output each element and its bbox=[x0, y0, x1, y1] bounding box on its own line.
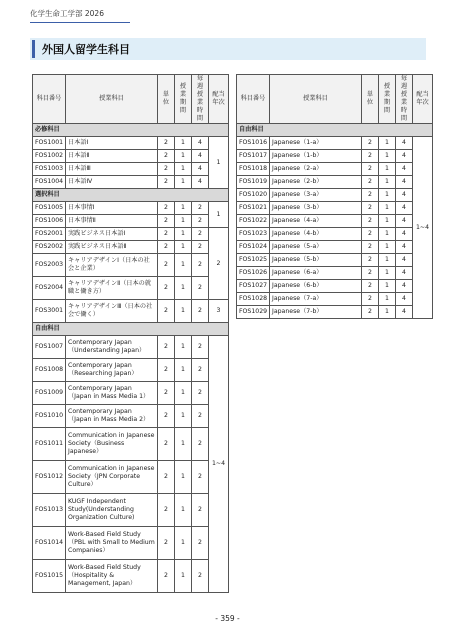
table-row bbox=[237, 293, 433, 306]
cell-code: FOS1008 bbox=[33, 359, 66, 382]
cell-period: 1 bbox=[175, 202, 192, 215]
cell-period: 1 bbox=[379, 202, 396, 215]
cell-name: Communication in Japanese Society（JPN Corporate Culture） bbox=[66, 461, 158, 494]
cell-hours: 4 bbox=[396, 306, 413, 319]
cell-name: キャリアデザインⅠ（日本の社会と企業） bbox=[66, 254, 158, 277]
table-row bbox=[33, 494, 229, 527]
cell-credits: 2 bbox=[362, 280, 379, 293]
cell-period: 1 bbox=[175, 527, 192, 560]
section-title: 選択科目 bbox=[33, 189, 229, 202]
cell-name: Japanese（2-b） bbox=[270, 176, 362, 189]
cell-credits: 2 bbox=[158, 461, 175, 494]
cell-code: FOS1021 bbox=[237, 202, 270, 215]
cell-period: 1 bbox=[175, 359, 192, 382]
cell-name: Japanese（4-a） bbox=[270, 215, 362, 228]
section-row-free bbox=[237, 124, 433, 137]
cell-name: Japanese（6-b） bbox=[270, 280, 362, 293]
table-row bbox=[237, 189, 433, 202]
cell-period: 1 bbox=[379, 293, 396, 306]
cell-year: 3 bbox=[209, 300, 229, 323]
cell-hours: 4 bbox=[396, 176, 413, 189]
cell-hours: 2 bbox=[192, 241, 209, 254]
cell-credits: 2 bbox=[158, 254, 175, 277]
section-title: 自由科目 bbox=[237, 124, 433, 137]
cell-period: 1 bbox=[175, 150, 192, 163]
table-row bbox=[33, 359, 229, 382]
cell-code: FOS1013 bbox=[33, 494, 66, 527]
cell-name: Work-Based Field Study（PBL with Small to Medium Companies） bbox=[66, 527, 158, 560]
table-row bbox=[33, 560, 229, 593]
cell-name: Japanese（6-a） bbox=[270, 267, 362, 280]
table-header-row bbox=[237, 75, 433, 124]
cell-hours: 2 bbox=[192, 254, 209, 277]
cell-code: FOS2003 bbox=[33, 254, 66, 277]
cell-period: 1 bbox=[175, 277, 192, 300]
col-header-periods: 授業期間 bbox=[175, 75, 192, 124]
page-title: 外国人留学生科目 bbox=[42, 43, 130, 56]
table-row bbox=[237, 137, 433, 150]
cell-credits: 2 bbox=[158, 300, 175, 323]
col-header-year: 配当年次 bbox=[209, 75, 229, 124]
cell-credits: 2 bbox=[362, 228, 379, 241]
table-row bbox=[33, 150, 229, 163]
cell-hours: 4 bbox=[396, 228, 413, 241]
cell-period: 1 bbox=[175, 300, 192, 323]
cell-code: FOS1016 bbox=[237, 137, 270, 150]
cell-credits: 2 bbox=[158, 150, 175, 163]
cell-credits: 2 bbox=[362, 202, 379, 215]
cell-hours: 4 bbox=[192, 137, 209, 150]
cell-code: FOS1003 bbox=[33, 163, 66, 176]
cell-code: FOS1001 bbox=[33, 137, 66, 150]
table-row bbox=[33, 428, 229, 461]
cell-code: FOS1026 bbox=[237, 267, 270, 280]
cell-period: 1 bbox=[379, 228, 396, 241]
cell-hours: 2 bbox=[192, 359, 209, 382]
cell-period: 1 bbox=[175, 228, 192, 241]
col-header-credits: 単位 bbox=[158, 75, 175, 124]
cell-code: FOS1002 bbox=[33, 150, 66, 163]
cell-name: Work-Based Field Study（Hospitality & Management, Japan） bbox=[66, 560, 158, 593]
col-header-code: 科目番号 bbox=[33, 75, 66, 124]
cell-hours: 4 bbox=[396, 163, 413, 176]
cell-period: 1 bbox=[175, 494, 192, 527]
cell-name: Communication in Japanese Society（Business Japanese） bbox=[66, 428, 158, 461]
cell-hours: 4 bbox=[192, 163, 209, 176]
cell-code: FOS1023 bbox=[237, 228, 270, 241]
cell-name: Japanese（1-a） bbox=[270, 137, 362, 150]
cell-year: 1~4 bbox=[209, 336, 229, 593]
cell-hours: 2 bbox=[192, 560, 209, 593]
section-title: 自由科目 bbox=[33, 323, 229, 336]
cell-hours: 2 bbox=[192, 228, 209, 241]
cell-credits: 2 bbox=[158, 176, 175, 189]
cell-credits: 2 bbox=[362, 176, 379, 189]
cell-name: 実践ビジネス日本語Ⅱ bbox=[66, 241, 158, 254]
cell-code: FOS2004 bbox=[33, 277, 66, 300]
cell-credits: 2 bbox=[158, 215, 175, 228]
cell-code: FOS1025 bbox=[237, 254, 270, 267]
cell-name: Japanese（7-a） bbox=[270, 293, 362, 306]
cell-code: FOS1015 bbox=[33, 560, 66, 593]
cell-code: FOS1028 bbox=[237, 293, 270, 306]
cell-period: 1 bbox=[175, 163, 192, 176]
cell-code: FOS1022 bbox=[237, 215, 270, 228]
table-row bbox=[33, 241, 229, 254]
cell-code: FOS2001 bbox=[33, 228, 66, 241]
table-row bbox=[237, 215, 433, 228]
cell-credits: 2 bbox=[158, 359, 175, 382]
col-header-code: 科目番号 bbox=[237, 75, 270, 124]
cell-name: 日本事情Ⅱ bbox=[66, 215, 158, 228]
cell-code: FOS1009 bbox=[33, 382, 66, 405]
cell-credits: 2 bbox=[158, 163, 175, 176]
cell-period: 1 bbox=[175, 405, 192, 428]
cell-hours: 4 bbox=[396, 254, 413, 267]
running-header: 化学生命工学部 2026 bbox=[30, 9, 104, 18]
cell-hours: 2 bbox=[192, 202, 209, 215]
cell-name: Contemporary Japan（Japan in Mass Media 2） bbox=[66, 405, 158, 428]
cell-hours: 2 bbox=[192, 382, 209, 405]
cell-credits: 2 bbox=[158, 277, 175, 300]
cell-name: 日本語Ⅱ bbox=[66, 150, 158, 163]
table-row bbox=[33, 405, 229, 428]
cell-hours: 4 bbox=[396, 137, 413, 150]
cell-period: 1 bbox=[379, 267, 396, 280]
cell-credits: 2 bbox=[362, 163, 379, 176]
cell-credits: 2 bbox=[158, 241, 175, 254]
cell-hours: 4 bbox=[192, 176, 209, 189]
cell-period: 1 bbox=[379, 254, 396, 267]
table-row bbox=[33, 163, 229, 176]
section-row-elective bbox=[33, 189, 229, 202]
cell-credits: 2 bbox=[362, 215, 379, 228]
cell-hours: 2 bbox=[192, 428, 209, 461]
table-row bbox=[237, 267, 433, 280]
cell-name: Japanese（2-a） bbox=[270, 163, 362, 176]
cell-hours: 2 bbox=[192, 494, 209, 527]
cell-credits: 2 bbox=[362, 293, 379, 306]
section-title: 必修科目 bbox=[33, 124, 229, 137]
cell-credits: 2 bbox=[362, 241, 379, 254]
table-row bbox=[33, 137, 229, 150]
cell-code: FOS1011 bbox=[33, 428, 66, 461]
cell-period: 1 bbox=[379, 137, 396, 150]
cell-name: Japanese（3-a） bbox=[270, 189, 362, 202]
cell-hours: 4 bbox=[192, 150, 209, 163]
table-row bbox=[237, 241, 433, 254]
table-header-row bbox=[33, 75, 229, 124]
table-row bbox=[33, 176, 229, 189]
table-row bbox=[33, 300, 229, 323]
table-row bbox=[33, 527, 229, 560]
cell-hours: 2 bbox=[192, 300, 209, 323]
cell-period: 1 bbox=[379, 241, 396, 254]
cell-period: 1 bbox=[175, 254, 192, 277]
cell-credits: 2 bbox=[158, 336, 175, 359]
col-header-name: 授業科目 bbox=[270, 75, 362, 124]
cell-credits: 2 bbox=[158, 382, 175, 405]
cell-code: FOS2002 bbox=[33, 241, 66, 254]
cell-hours: 2 bbox=[192, 527, 209, 560]
cell-hours: 4 bbox=[396, 280, 413, 293]
cell-period: 1 bbox=[379, 150, 396, 163]
cell-code: FOS1027 bbox=[237, 280, 270, 293]
cell-code: FOS1024 bbox=[237, 241, 270, 254]
cell-code: FOS1018 bbox=[237, 163, 270, 176]
cell-code: FOS1019 bbox=[237, 176, 270, 189]
header-rule bbox=[30, 22, 130, 23]
cell-code: FOS1029 bbox=[237, 306, 270, 319]
table-row bbox=[237, 306, 433, 319]
table-row bbox=[33, 461, 229, 494]
cell-credits: 2 bbox=[158, 228, 175, 241]
table-row bbox=[33, 215, 229, 228]
cell-name: KUGF Independent Study(Understanding Organization Culture) bbox=[66, 494, 158, 527]
cell-period: 1 bbox=[379, 215, 396, 228]
section-row-free bbox=[33, 323, 229, 336]
cell-name: 日本語Ⅳ bbox=[66, 176, 158, 189]
cell-credits: 2 bbox=[362, 137, 379, 150]
title-accent bbox=[32, 40, 35, 58]
cell-credits: 2 bbox=[362, 267, 379, 280]
cell-period: 1 bbox=[379, 189, 396, 202]
cell-name: Contemporary Japan（Japan in Mass Media 1） bbox=[66, 382, 158, 405]
cell-credits: 2 bbox=[158, 405, 175, 428]
cell-name: 日本語Ⅰ bbox=[66, 137, 158, 150]
cell-name: Japanese（5-b） bbox=[270, 254, 362, 267]
table-row bbox=[33, 277, 229, 300]
cell-year: 2 bbox=[209, 228, 229, 300]
cell-year: 1 bbox=[209, 137, 229, 189]
cell-name: Japanese（1-b） bbox=[270, 150, 362, 163]
cell-hours: 4 bbox=[396, 241, 413, 254]
col-header-year: 配当年次 bbox=[413, 75, 433, 124]
page-number: - 359 - bbox=[215, 614, 240, 623]
cell-period: 1 bbox=[379, 280, 396, 293]
cell-period: 1 bbox=[379, 163, 396, 176]
cell-year: 1 bbox=[209, 202, 229, 228]
cell-period: 1 bbox=[175, 428, 192, 461]
section-title-bar bbox=[30, 38, 426, 60]
table-row bbox=[33, 336, 229, 359]
cell-name: 日本語Ⅲ bbox=[66, 163, 158, 176]
table-row bbox=[33, 202, 229, 215]
cell-period: 1 bbox=[175, 137, 192, 150]
table-row bbox=[237, 163, 433, 176]
table-row bbox=[33, 228, 229, 241]
table-row bbox=[237, 176, 433, 189]
table-row bbox=[237, 150, 433, 163]
table-row bbox=[237, 280, 433, 293]
col-header-periods: 授業期間 bbox=[379, 75, 396, 124]
col-header-credits: 単位 bbox=[362, 75, 379, 124]
cell-name: Contemporary Japan（Researching Japan） bbox=[66, 359, 158, 382]
cell-period: 1 bbox=[175, 560, 192, 593]
cell-hours: 4 bbox=[396, 267, 413, 280]
cell-period: 1 bbox=[175, 176, 192, 189]
table-row bbox=[33, 382, 229, 405]
cell-credits: 2 bbox=[362, 189, 379, 202]
cell-name: Japanese（4-b） bbox=[270, 228, 362, 241]
cell-hours: 2 bbox=[192, 405, 209, 428]
cell-hours: 4 bbox=[396, 293, 413, 306]
cell-period: 1 bbox=[175, 382, 192, 405]
cell-hours: 4 bbox=[396, 215, 413, 228]
cell-year: 1~4 bbox=[413, 137, 433, 319]
cell-credits: 2 bbox=[158, 560, 175, 593]
cell-name: キャリアデザインⅢ（日本の社会で働く） bbox=[66, 300, 158, 323]
cell-name: 日本事情Ⅰ bbox=[66, 202, 158, 215]
cell-period: 1 bbox=[175, 461, 192, 494]
cell-credits: 2 bbox=[158, 527, 175, 560]
cell-period: 1 bbox=[175, 215, 192, 228]
cell-credits: 2 bbox=[158, 137, 175, 150]
cell-code: FOS1020 bbox=[237, 189, 270, 202]
cell-code: FOS3001 bbox=[33, 300, 66, 323]
cell-code: FOS1007 bbox=[33, 336, 66, 359]
cell-period: 1 bbox=[379, 306, 396, 319]
cell-hours: 2 bbox=[192, 215, 209, 228]
cell-code: FOS1010 bbox=[33, 405, 66, 428]
cell-hours: 4 bbox=[396, 150, 413, 163]
left-course-table bbox=[32, 74, 229, 593]
table-row bbox=[237, 202, 433, 215]
cell-period: 1 bbox=[175, 241, 192, 254]
cell-name: Japanese（7-b） bbox=[270, 306, 362, 319]
cell-code: FOS1017 bbox=[237, 150, 270, 163]
cell-credits: 2 bbox=[362, 254, 379, 267]
cell-period: 1 bbox=[379, 176, 396, 189]
cell-credits: 2 bbox=[158, 494, 175, 527]
cell-name: キャリアデザインⅡ（日本の就職と働き方） bbox=[66, 277, 158, 300]
col-header-weekly: 毎週授業時間 bbox=[396, 75, 413, 124]
cell-name: 実践ビジネス日本語Ⅰ bbox=[66, 228, 158, 241]
cell-code: FOS1004 bbox=[33, 176, 66, 189]
cell-period: 1 bbox=[175, 336, 192, 359]
cell-code: FOS1006 bbox=[33, 215, 66, 228]
cell-credits: 2 bbox=[362, 306, 379, 319]
cell-hours: 2 bbox=[192, 277, 209, 300]
section-row-required bbox=[33, 124, 229, 137]
cell-name: Japanese（3-b） bbox=[270, 202, 362, 215]
cell-hours: 2 bbox=[192, 461, 209, 494]
cell-code: FOS1014 bbox=[33, 527, 66, 560]
table-row bbox=[237, 228, 433, 241]
cell-name: Japanese（5-a） bbox=[270, 241, 362, 254]
col-header-weekly: 毎週授業時間 bbox=[192, 75, 209, 124]
col-header-name: 授業科目 bbox=[66, 75, 158, 124]
table-row bbox=[237, 254, 433, 267]
cell-credits: 2 bbox=[158, 428, 175, 461]
cell-code: FOS1005 bbox=[33, 202, 66, 215]
cell-credits: 2 bbox=[362, 150, 379, 163]
table-row bbox=[33, 254, 229, 277]
cell-name: Contemporary Japan（Understanding Japan） bbox=[66, 336, 158, 359]
cell-hours: 4 bbox=[396, 189, 413, 202]
cell-hours: 4 bbox=[396, 202, 413, 215]
cell-credits: 2 bbox=[158, 202, 175, 215]
cell-hours: 2 bbox=[192, 336, 209, 359]
cell-code: FOS1012 bbox=[33, 461, 66, 494]
right-course-table bbox=[236, 74, 433, 319]
